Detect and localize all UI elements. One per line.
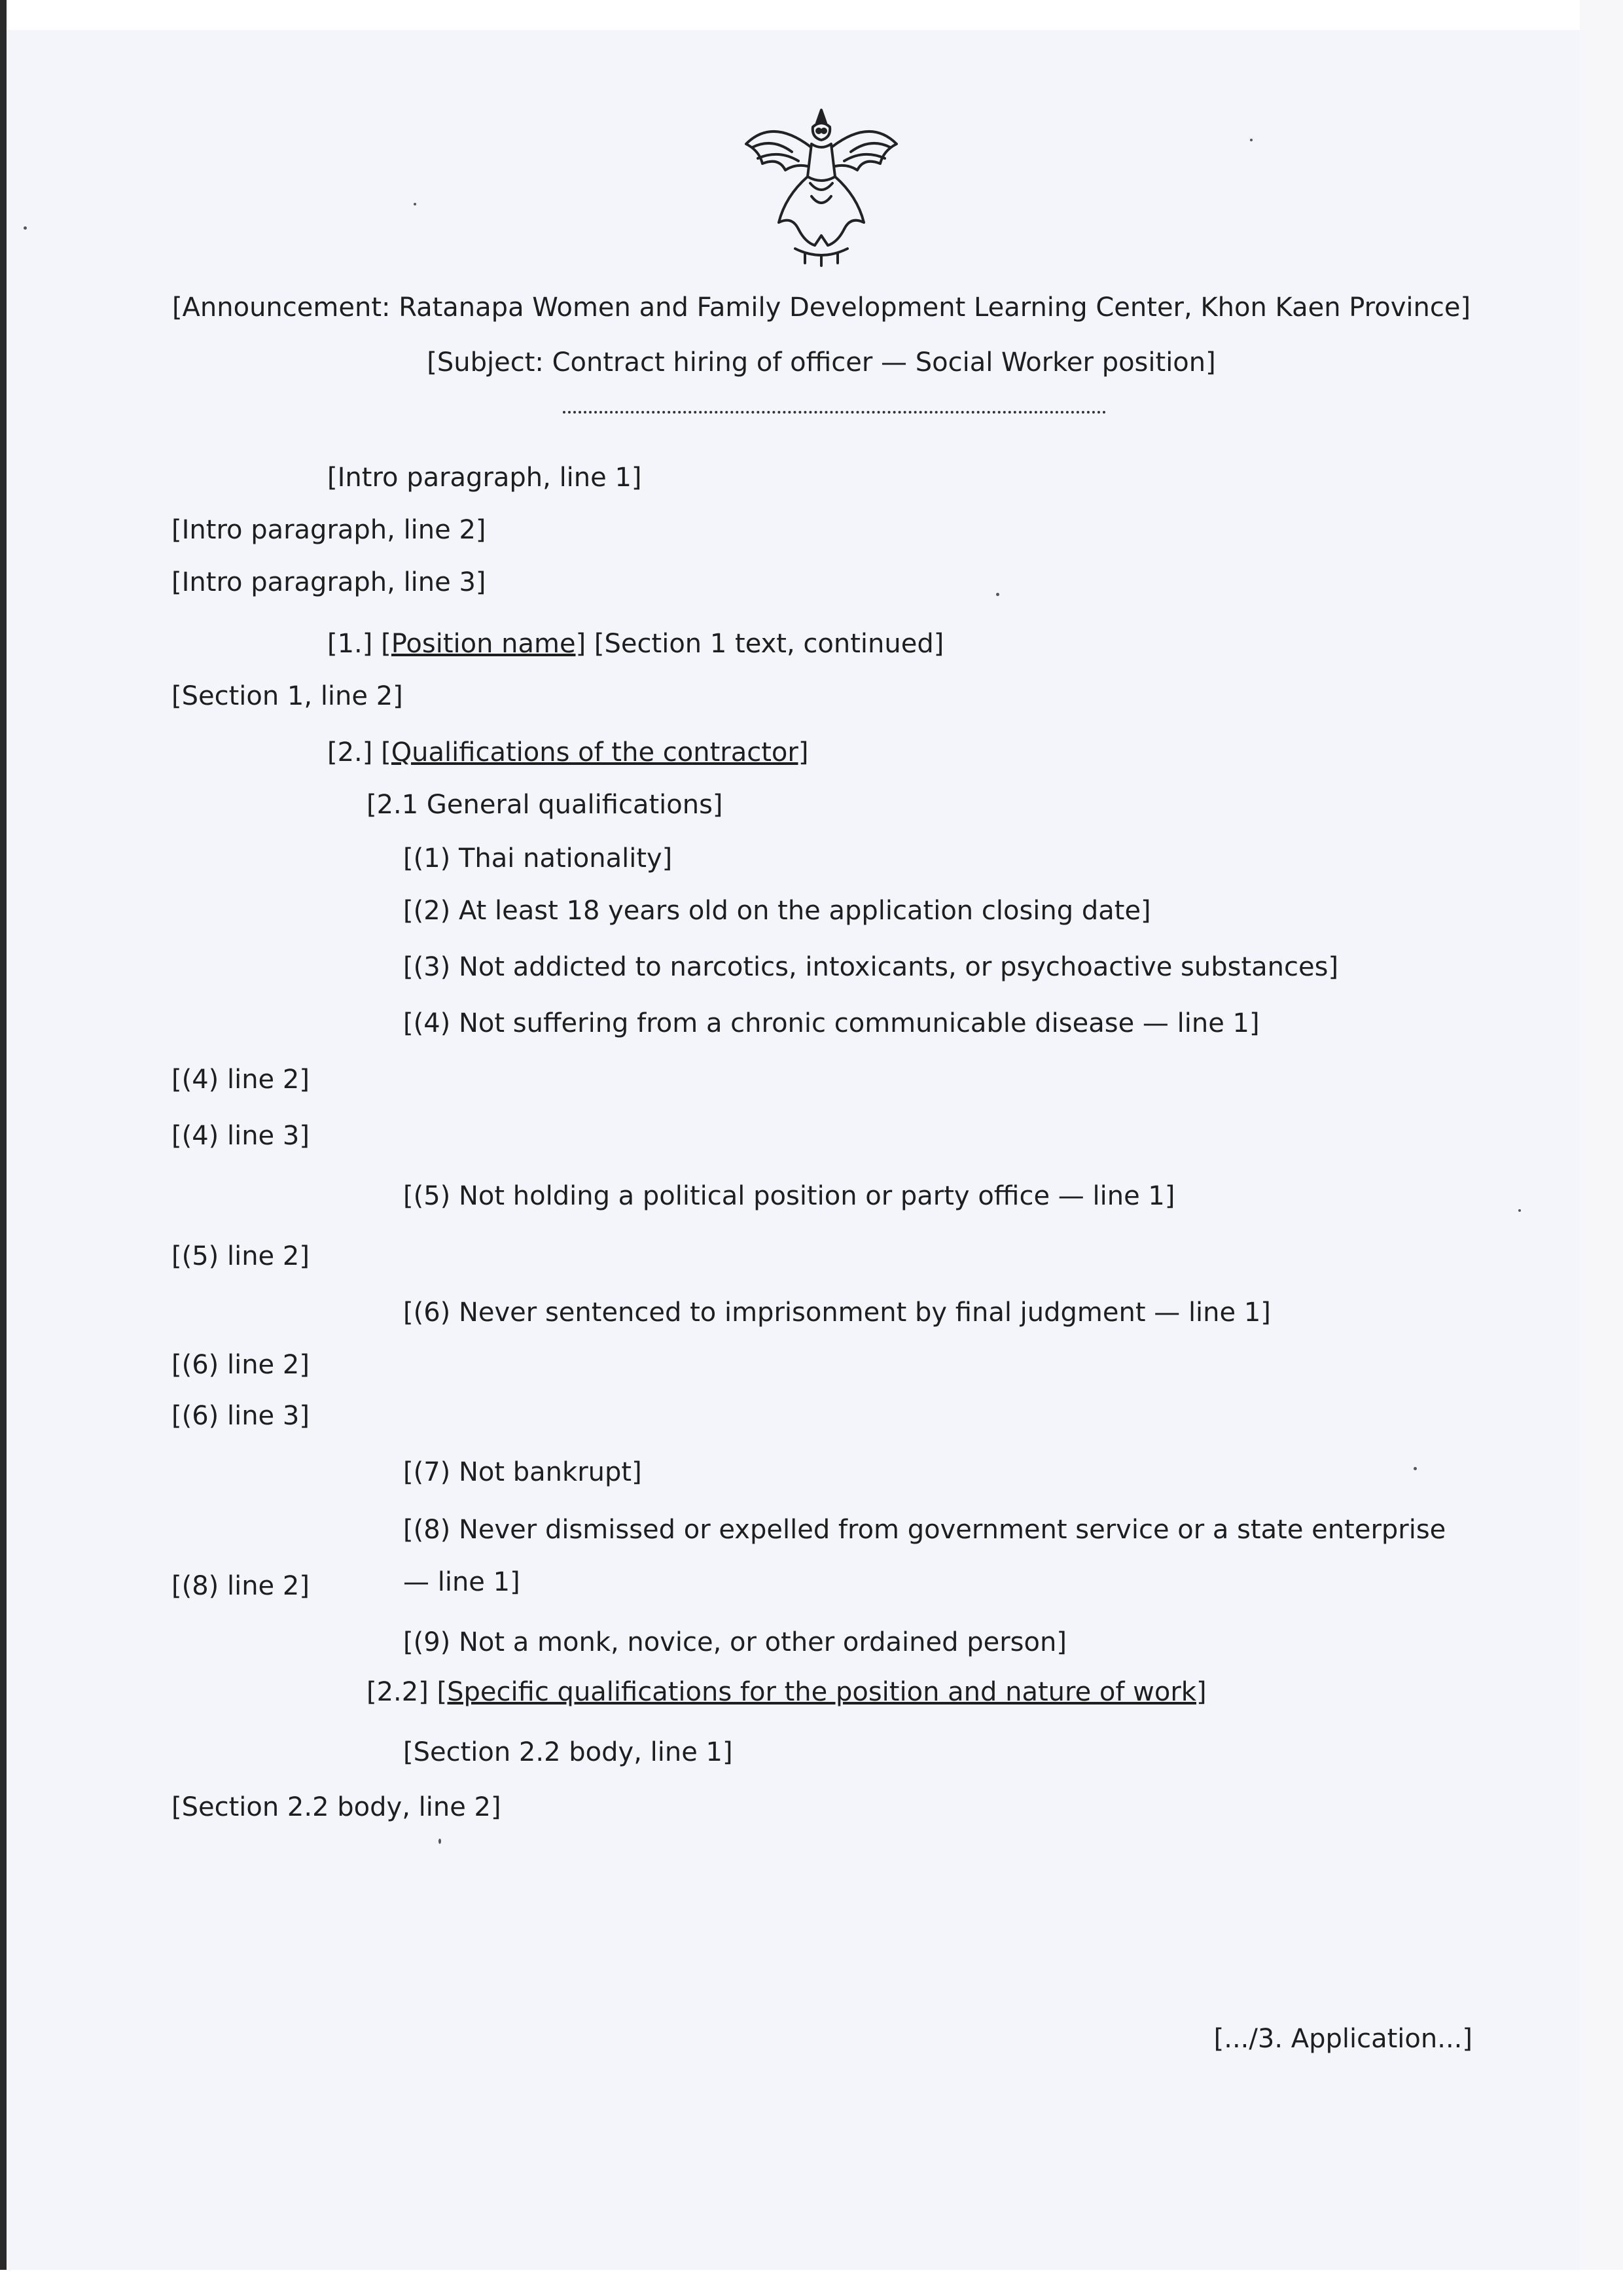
section-2-2-heading-line: [366, 1666, 1472, 1718]
scan-speck: [996, 593, 999, 596]
qualification-item-1: [(1) Thai nationality]: [403, 843, 673, 874]
scan-border-bottom: [0, 2270, 1623, 2296]
garuda-emblem-icon: [733, 98, 910, 268]
qualification-item-6-line-2: [(6) line 2]: [171, 1350, 310, 1380]
qualification-item-7: [(7) Not bankrupt]: [403, 1457, 642, 1487]
section-1-heading: [Position name]: [381, 629, 586, 659]
section-2-number: [2.]: [327, 737, 373, 768]
dotted-divider: [563, 411, 1106, 414]
qualification-item-5-line-2: [(5) line 2]: [171, 1241, 310, 1271]
qualification-item-9: [(9) Not a monk, novice, or other ordained person]: [403, 1627, 1067, 1657]
qualification-item-6-line-3: [(6) line 3]: [171, 1401, 310, 1431]
qualification-item-4-line-1: [(4) Not suffering from a chronic communicable disease — line 1]: [403, 1008, 1260, 1038]
scan-speck: [1518, 1209, 1521, 1212]
intro-line-2: [Intro paragraph, line 2]: [171, 515, 486, 545]
section-1-text: [Section 1 text, continued]: [594, 629, 944, 659]
continuation-note: [.../3. Application...]: [1213, 2024, 1472, 2054]
section-2-2-number: [2.2]: [366, 1677, 429, 1707]
qualification-item-6-line-1: [(6) Never sentenced to imprisonment by final judgment — line 1]: [403, 1298, 1271, 1328]
qualification-item-4-line-2: [(4) line 2]: [171, 1065, 310, 1095]
qualification-item-5-line-1: [(5) Not holding a political position or party office — line 1]: [403, 1181, 1175, 1211]
section-2-2-body-line-1: [Section 2.2 body, line 1]: [403, 1737, 733, 1767]
section-2-heading-line: [327, 726, 1472, 779]
announcement-subject: [Subject: Contract hiring of officer — Social Worker position]: [427, 347, 1216, 378]
announcement-title: [Announcement: Ratanapa Women and Family Development Learning Center, Khon Kaen Province]: [171, 292, 1471, 323]
scan-speck: [1414, 1467, 1417, 1470]
scan-speck: [24, 226, 27, 230]
qualification-item-2: [(2) At least 18 years old on the application closing date]: [403, 896, 1151, 926]
qualification-item-8-line-1: [(8) Never dismissed or expelled from government service or a state enterprise — line 1]: [403, 1515, 1446, 1597]
section-2-1-heading: [2.1 General qualifications]: [366, 790, 723, 820]
section-1-line-1: [327, 618, 1472, 670]
scan-speck: [414, 203, 416, 205]
section-1-number: [1.]: [327, 629, 373, 659]
qualification-item-4-line-3: [(4) line 3]: [171, 1121, 310, 1151]
scan-speck: [438, 1839, 441, 1844]
intro-line-1: [Intro paragraph, line 1]: [327, 463, 642, 493]
section-1-line-2: [Section 1, line 2]: [171, 681, 403, 711]
scan-border-top: [0, 0, 1623, 30]
section-2-2-body-line-2: [Section 2.2 body, line 2]: [171, 1792, 501, 1822]
section-2-2-heading: [Specific qualifications for the position and nature of work]: [437, 1677, 1207, 1707]
intro-line-3: [Intro paragraph, line 3]: [171, 567, 486, 597]
section-2-heading: [Qualifications of the contractor]: [381, 737, 809, 768]
qualification-item-3: [(3) Not addicted to narcotics, intoxicants, or psychoactive substances]: [403, 952, 1339, 982]
scan-border-left: [0, 0, 7, 2296]
qualification-item-8-line-2: [(8) line 2]: [171, 1571, 310, 1601]
scan-border-right: [1580, 0, 1623, 2296]
scan-speck: [1250, 139, 1253, 141]
